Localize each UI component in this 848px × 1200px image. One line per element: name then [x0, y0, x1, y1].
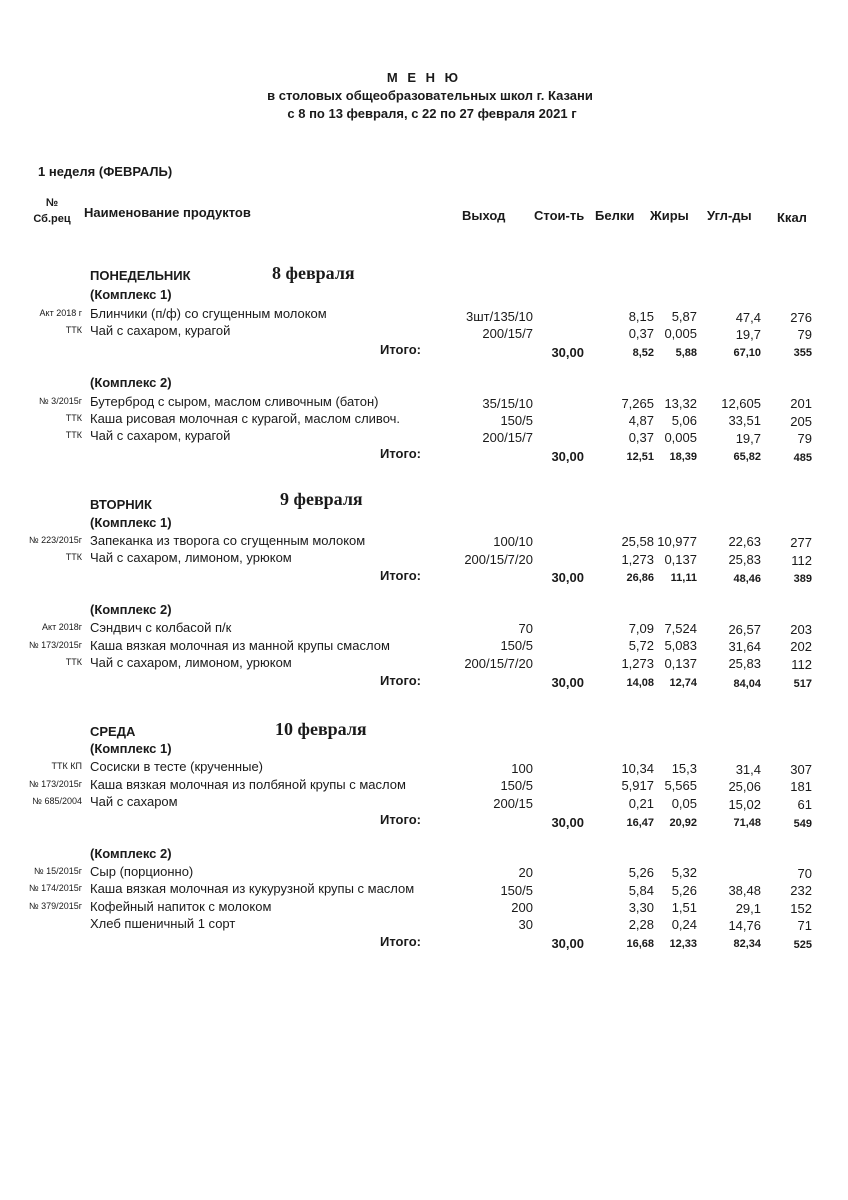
dish-carbs: 47,4: [735, 310, 761, 325]
total-protein: 16,47: [626, 817, 654, 829]
column-header-recipe-no: [30, 195, 74, 227]
dish-output: 200/15: [493, 796, 533, 811]
recipe-ref: № 173/2015г: [29, 640, 82, 650]
dish-protein: 2,28: [628, 917, 654, 932]
total-carbs: 71,48: [733, 817, 761, 829]
total-cost: 30,00: [551, 675, 584, 690]
dish-fat: 5,06: [671, 413, 697, 428]
dish-carbs: 26,57: [728, 622, 761, 637]
week-label: 1 неделя (ФЕВРАЛЬ): [38, 164, 173, 179]
dish-protein: 8,15: [628, 309, 654, 324]
dish-output: 150/5: [500, 638, 533, 653]
dish-kcal: 71: [797, 918, 812, 933]
dish-name: Каша рисовая молочная с курагой, маслом сливоч.: [90, 411, 401, 426]
complex-label: (Комплекс 1): [90, 515, 172, 530]
dish-protein: 4,87: [628, 413, 654, 428]
dish-carbs: 25,83: [728, 552, 761, 567]
total-label: Итого:: [380, 673, 421, 688]
recipe-ref: ТТК: [65, 325, 82, 335]
total-fat: 11,11: [670, 572, 697, 584]
recipe-ref: № 15/2015г: [34, 866, 82, 876]
dish-name: Чай с сахаром, курагой: [90, 428, 231, 443]
dish-fat: 5,083: [664, 638, 697, 653]
dish-protein: 0,21: [628, 796, 654, 811]
dish-protein: 5,26: [628, 865, 654, 880]
column-header-protein: Белки: [595, 208, 635, 223]
dish-carbs: 38,48: [728, 883, 761, 898]
total-label: Итого:: [380, 568, 421, 583]
dish-kcal: 112: [791, 553, 812, 568]
dish-name: Чай с сахаром: [90, 794, 178, 809]
dish-kcal: 61: [797, 797, 812, 812]
total-kcal: 355: [793, 347, 812, 359]
dish-kcal: 79: [797, 431, 812, 446]
dish-protein: 1,273: [621, 552, 654, 567]
total-cost: 30,00: [551, 936, 584, 951]
dish-output: 30: [518, 917, 533, 932]
total-kcal: 485: [793, 452, 812, 464]
dish-name: Сыр (порционно): [90, 864, 194, 879]
dish-carbs: 29,1: [735, 901, 761, 916]
dish-carbs: 31,64: [728, 639, 761, 654]
complex-label: (Комплекс 1): [90, 287, 172, 302]
dish-protein: 1,273: [621, 656, 654, 671]
dish-name: Чай с сахаром, лимоном, урюком: [90, 550, 292, 565]
total-cost: 30,00: [551, 449, 584, 464]
dish-kcal: 203: [790, 622, 812, 637]
total-carbs: 65,82: [733, 451, 761, 463]
dish-carbs: 25,83: [728, 656, 761, 671]
dish-name: Хлеб пшеничный 1 сорт: [90, 916, 236, 931]
dish-carbs: 33,51: [728, 413, 761, 428]
dish-kcal: 201: [790, 396, 812, 411]
dish-carbs: 25,06: [728, 779, 761, 794]
dish-name: Каша вязкая молочная из манной крупы смаслом: [90, 638, 390, 653]
dish-protein: 5,72: [628, 638, 654, 653]
dish-name: Сэндвич с колбасой п/к: [90, 620, 232, 635]
dish-name: Бутерброд с сыром, маслом сливочным (батон): [90, 394, 379, 409]
dish-fat: 5,32: [671, 865, 697, 880]
total-protein: 8,52: [632, 347, 654, 359]
dish-kcal: 112: [791, 657, 812, 672]
total-label: Итого:: [380, 446, 421, 461]
dish-kcal: 205: [790, 414, 812, 429]
recipe-no-symbol: №: [45, 197, 59, 209]
dish-fat: 5,565: [664, 778, 697, 793]
dish-output: 100: [511, 761, 533, 776]
dish-protein: 7,265: [621, 396, 654, 411]
dish-protein: 5,84: [628, 883, 654, 898]
recipe-ref: Акт 2018 г: [39, 308, 82, 318]
total-fat: 12,33: [669, 938, 697, 950]
recipe-ref: № 174/2015г: [29, 883, 82, 893]
dish-fat: 5,26: [671, 883, 697, 898]
dish-output: 150/5: [500, 413, 533, 428]
total-fat: 18,39: [669, 451, 697, 463]
total-protein: 12,51: [626, 451, 654, 463]
dish-kcal: 232: [790, 883, 812, 898]
dish-output: 200/15/7/20: [464, 552, 533, 567]
total-carbs: 67,10: [733, 347, 761, 359]
dish-carbs: 15,02: [728, 797, 761, 812]
total-kcal: 549: [793, 818, 812, 830]
dish-fat: 0,24: [671, 917, 697, 932]
dish-name: Чай с сахаром, курагой: [90, 323, 231, 338]
dish-kcal: 79: [797, 327, 812, 342]
total-fat: 12,74: [669, 677, 697, 689]
dish-fat: 0,005: [664, 430, 697, 445]
dish-protein: 3,30: [628, 900, 654, 915]
day-date: 8 февраля: [272, 263, 355, 283]
dish-name: Чай с сахаром, лимоном, урюком: [90, 655, 292, 670]
dish-kcal: 276: [790, 310, 812, 325]
day-heading: ВТОРНИК: [90, 497, 152, 512]
dish-fat: 10,977: [657, 534, 697, 549]
recipe-ref: № 379/2015г: [29, 901, 82, 911]
dish-protein: 25,58: [621, 534, 654, 549]
recipe-ref: ТТК: [65, 552, 82, 562]
dish-carbs: 22,63: [728, 534, 761, 549]
total-label: Итого:: [380, 934, 421, 949]
total-cost: 30,00: [551, 815, 584, 830]
dish-output: 200/15/7/20: [464, 656, 533, 671]
complex-label: (Комплекс 1): [90, 741, 172, 756]
dish-fat: 0,137: [664, 552, 697, 567]
dish-carbs: 19,7: [735, 327, 761, 342]
total-fat: 5,88: [675, 347, 697, 359]
dish-name: Каша вязкая молочная из полбяной крупы с маслом: [90, 777, 406, 792]
day-date: 9 февраля: [280, 489, 363, 509]
dish-fat: 7,524: [664, 621, 697, 636]
recipe-ref: № 173/2015г: [29, 779, 82, 789]
dish-protein: 5,917: [621, 778, 654, 793]
total-kcal: 525: [793, 939, 812, 951]
column-header-carbs: Угл-ды: [707, 208, 752, 223]
recipe-ref: ТТК: [65, 657, 82, 667]
day-heading: ПОНЕДЕЛЬНИК: [90, 268, 191, 283]
dish-output: 150/5: [500, 883, 533, 898]
recipe-no-label: Сб.рец: [33, 213, 71, 225]
dish-output: 3шт/135/10: [466, 309, 533, 324]
total-carbs: 84,04: [733, 678, 761, 690]
document-title: М Е Н Ю: [386, 70, 462, 85]
column-header-name: Наименование продуктов: [84, 205, 251, 220]
recipe-ref: Акт 2018г: [42, 622, 82, 632]
total-carbs: 82,34: [733, 938, 761, 950]
dish-fat: 15,3: [671, 761, 697, 776]
day-date: 10 февраля: [275, 719, 367, 739]
complex-label: (Комплекс 2): [90, 846, 172, 861]
recipe-ref: № 223/2015г: [29, 535, 82, 545]
dish-name: Сосиски в тесте (крученные): [90, 759, 264, 774]
total-cost: 30,00: [551, 570, 584, 585]
total-fat: 20,92: [669, 817, 697, 829]
dish-protein: 7,09: [628, 621, 654, 636]
dish-kcal: 152: [790, 901, 812, 916]
column-header-output: Выход: [462, 208, 506, 223]
recipe-ref: ТТК: [65, 413, 82, 423]
document-subtitle: в столовых общеобразовательных школ г. Казани: [267, 88, 593, 103]
complex-label: (Комплекс 2): [90, 375, 172, 390]
dish-carbs: 12,605: [721, 396, 761, 411]
total-kcal: 389: [793, 573, 812, 585]
dish-output: 100/10: [493, 534, 533, 549]
total-kcal: 517: [793, 678, 812, 690]
total-cost: 30,00: [551, 345, 584, 360]
dish-name: Блинчики (п/ф) со сгущенным молоком: [90, 306, 327, 321]
dish-output: 200/15/7: [482, 430, 533, 445]
total-protein: 26,86: [626, 572, 654, 584]
dish-fat: 5,87: [671, 309, 697, 324]
dish-carbs: 19,7: [735, 431, 761, 446]
day-heading: СРЕДА: [90, 724, 136, 739]
dish-fat: 0,005: [664, 326, 697, 341]
recipe-ref: № 3/2015г: [39, 396, 82, 406]
dish-output: 200: [511, 900, 533, 915]
complex-label: (Комплекс 2): [90, 602, 172, 617]
dish-protein: 0,37: [628, 326, 654, 341]
recipe-ref: № 685/2004: [32, 796, 82, 806]
recipe-ref: ТТК: [65, 430, 82, 440]
dish-output: 70: [518, 621, 533, 636]
dish-fat: 0,137: [664, 656, 697, 671]
total-label: Итого:: [380, 812, 421, 827]
dish-output: 150/5: [500, 778, 533, 793]
total-protein: 16,68: [626, 938, 654, 950]
dish-protein: 10,34: [621, 761, 654, 776]
dish-name: Запеканка из творога со сгущенным молоком: [90, 533, 366, 548]
dish-kcal: 70: [797, 866, 812, 881]
dish-kcal: 277: [790, 535, 812, 550]
dish-carbs: 14,76: [728, 918, 761, 933]
column-header-cost: Стои-ть: [534, 208, 585, 223]
total-protein: 14,08: [626, 677, 654, 689]
dish-kcal: 181: [790, 779, 812, 794]
dish-output: 35/15/10: [482, 396, 533, 411]
column-header-kcal: Ккал: [777, 210, 807, 225]
dish-name: Кофейный напиток с молоком: [90, 899, 272, 914]
recipe-ref: ТТК КП: [51, 761, 82, 771]
dish-output: 20: [518, 865, 533, 880]
dish-fat: 1,51: [671, 900, 697, 915]
total-label: Итого:: [380, 342, 421, 357]
dish-carbs: 31,4: [735, 762, 761, 777]
dish-kcal: 307: [790, 762, 812, 777]
document-period: с 8 по 13 февраля, с 22 по 27 февраля 2021 г: [287, 106, 577, 121]
dish-name: Каша вязкая молочная из кукурузной крупы с маслом: [90, 881, 415, 896]
dish-output: 200/15/7: [482, 326, 533, 341]
dish-kcal: 202: [790, 639, 812, 654]
dish-fat: 13,32: [664, 396, 697, 411]
dish-fat: 0,05: [671, 796, 697, 811]
total-carbs: 48,46: [733, 573, 761, 585]
dish-protein: 0,37: [628, 430, 654, 445]
column-header-fat: Жиры: [650, 208, 689, 223]
